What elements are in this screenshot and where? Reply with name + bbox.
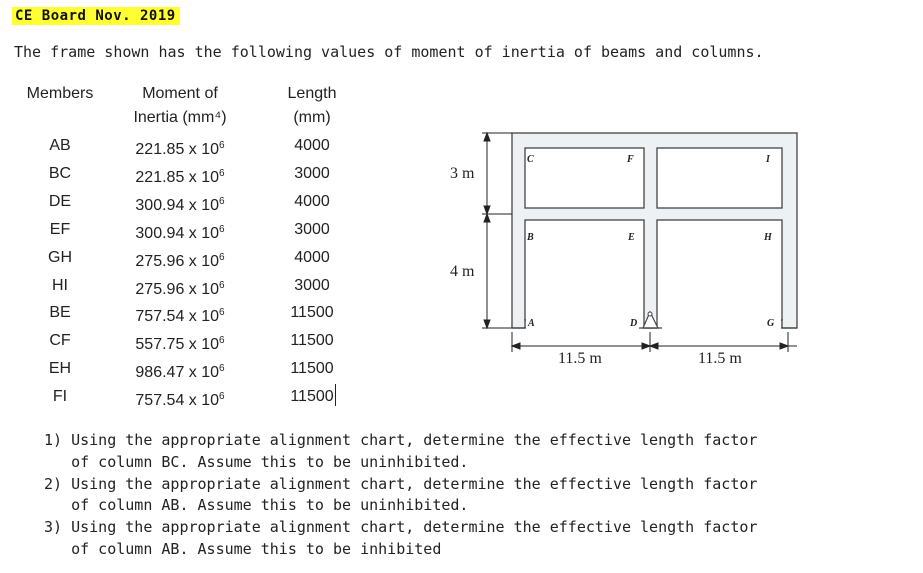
table-cell-inertia	[120, 220, 240, 244]
table-cell-member: EH	[48, 360, 72, 378]
table-cell-inertia	[120, 387, 240, 411]
members-header: Members	[26, 85, 94, 102]
questions-list	[44, 430, 757, 561]
inertia-exponent: 6	[219, 167, 225, 179]
table-cell-length: 11500	[290, 360, 334, 378]
question-1-line1: 1) Using the appropriate alignment chart, determine the effective length factor	[44, 431, 758, 449]
inertia-value: 300.94 x 10	[135, 224, 220, 242]
inertia-exponent: 6	[219, 335, 225, 347]
table-cell-inertia	[120, 136, 240, 160]
table-cell-member: AB	[49, 137, 71, 154]
table-cell-inertia	[120, 192, 240, 216]
text-cursor	[335, 384, 336, 406]
frame-diagram	[430, 120, 810, 375]
horizontal-dimension	[512, 332, 797, 352]
inertia-value: 300.94 x 10	[135, 196, 220, 214]
table-cell-member: GH	[48, 248, 72, 266]
dim-lower-story: 4 m	[450, 263, 475, 280]
inertia-value: 557.75 x 10	[135, 336, 220, 354]
table-cell-length: 3000	[294, 220, 330, 238]
dim-right-bay: 11.5 m	[698, 350, 742, 367]
table-cell-length: 11500	[290, 332, 334, 350]
table-cell-member: BE	[49, 304, 71, 322]
question-3	[44, 517, 757, 561]
question-1-line2: of column BC. Assume this to be uninhibited.	[44, 452, 469, 471]
table-cell-member: CF	[49, 332, 71, 350]
inertia-value: 757.54 x 10	[135, 392, 220, 410]
intro-text: The frame shown has the following values of moment of inertia of beams and columns.	[14, 43, 764, 61]
question-3-line1: 3) Using the appropriate alignment chart, determine the effective length factor	[44, 518, 758, 537]
inertia-exponent: 6	[219, 195, 225, 207]
table-cell-inertia	[120, 331, 240, 355]
inertia-header-line1: Moment of	[142, 85, 218, 102]
table-cell-member: FI	[52, 388, 68, 406]
table-cell-member: EF	[49, 220, 71, 238]
joint-label-a: A	[528, 318, 535, 329]
length-header-line2: (mm)	[293, 109, 331, 126]
joint-label-h: H	[764, 232, 772, 243]
table-cell-inertia	[120, 359, 240, 383]
question-2-line2: of column AB. Assume this to be uninhibited.	[44, 496, 469, 515]
joint-label-i: I	[766, 154, 770, 165]
dim-left-bay: 11.5 m	[558, 350, 602, 367]
table-cell-member: HI	[52, 276, 68, 294]
joint-label-d: D	[630, 318, 638, 329]
table-cell-length: 4000	[294, 137, 330, 154]
table-cell-inertia	[120, 303, 240, 327]
inertia-value: 221.85 x 10	[135, 141, 220, 158]
joint-label-c: C	[527, 154, 534, 165]
inertia-exponent: 6	[219, 363, 225, 375]
question-3-line2: of column AB. Assume this to be inhibited	[44, 539, 442, 558]
frame-bottom-left-panel	[525, 220, 644, 320]
joint-label-b: B	[527, 232, 534, 243]
table-cell-inertia	[120, 164, 240, 188]
dim-upper-story: 3 m	[450, 165, 475, 182]
inertia-value: 757.54 x 10	[135, 308, 220, 326]
question-2	[44, 474, 757, 518]
joint-label-f: F	[627, 154, 634, 165]
frame-top-right-panel	[657, 148, 782, 208]
joint-label-g: G	[767, 318, 775, 329]
question-2-line1: 2) Using the appropriate alignment chart, determine the effective length factor	[44, 474, 758, 493]
table-cell-inertia	[120, 276, 240, 300]
inertia-exponent: 6	[219, 140, 225, 151]
header-badge: CE Board Nov. 2019	[12, 7, 180, 25]
vertical-dimension	[482, 133, 512, 328]
inertia-value: 275.96 x 10	[135, 280, 220, 298]
table-cell-length: 11500	[290, 304, 334, 322]
inertia-header-line2: Inertia (mm⁴)	[133, 109, 227, 126]
inertia-exponent: 6	[219, 279, 225, 291]
table-cell-member: DE	[48, 192, 72, 210]
length-header-line1: Length	[287, 85, 337, 102]
inertia-exponent: 6	[219, 223, 225, 235]
inertia-exponent: 6	[219, 307, 225, 319]
inertia-value: 986.47 x 10	[135, 364, 220, 382]
table-cell-inertia	[120, 248, 240, 272]
table-cell-length: 4000	[294, 248, 330, 266]
table-cell-length: 3000	[294, 164, 330, 182]
question-1	[44, 430, 757, 474]
inertia-exponent: 6	[219, 391, 225, 403]
table-cell-length: 4000	[294, 192, 330, 210]
table-cell-length: 11500	[290, 388, 334, 406]
table-cell-length: 3000	[294, 276, 330, 294]
inertia-value: 275.96 x 10	[135, 252, 220, 270]
inertia-exponent: 6	[219, 251, 225, 263]
frame-members	[512, 133, 797, 329]
joint-label-e: E	[628, 232, 635, 243]
inertia-value: 221.85 x 10	[135, 168, 220, 186]
table-cell-member: BC	[48, 164, 72, 182]
